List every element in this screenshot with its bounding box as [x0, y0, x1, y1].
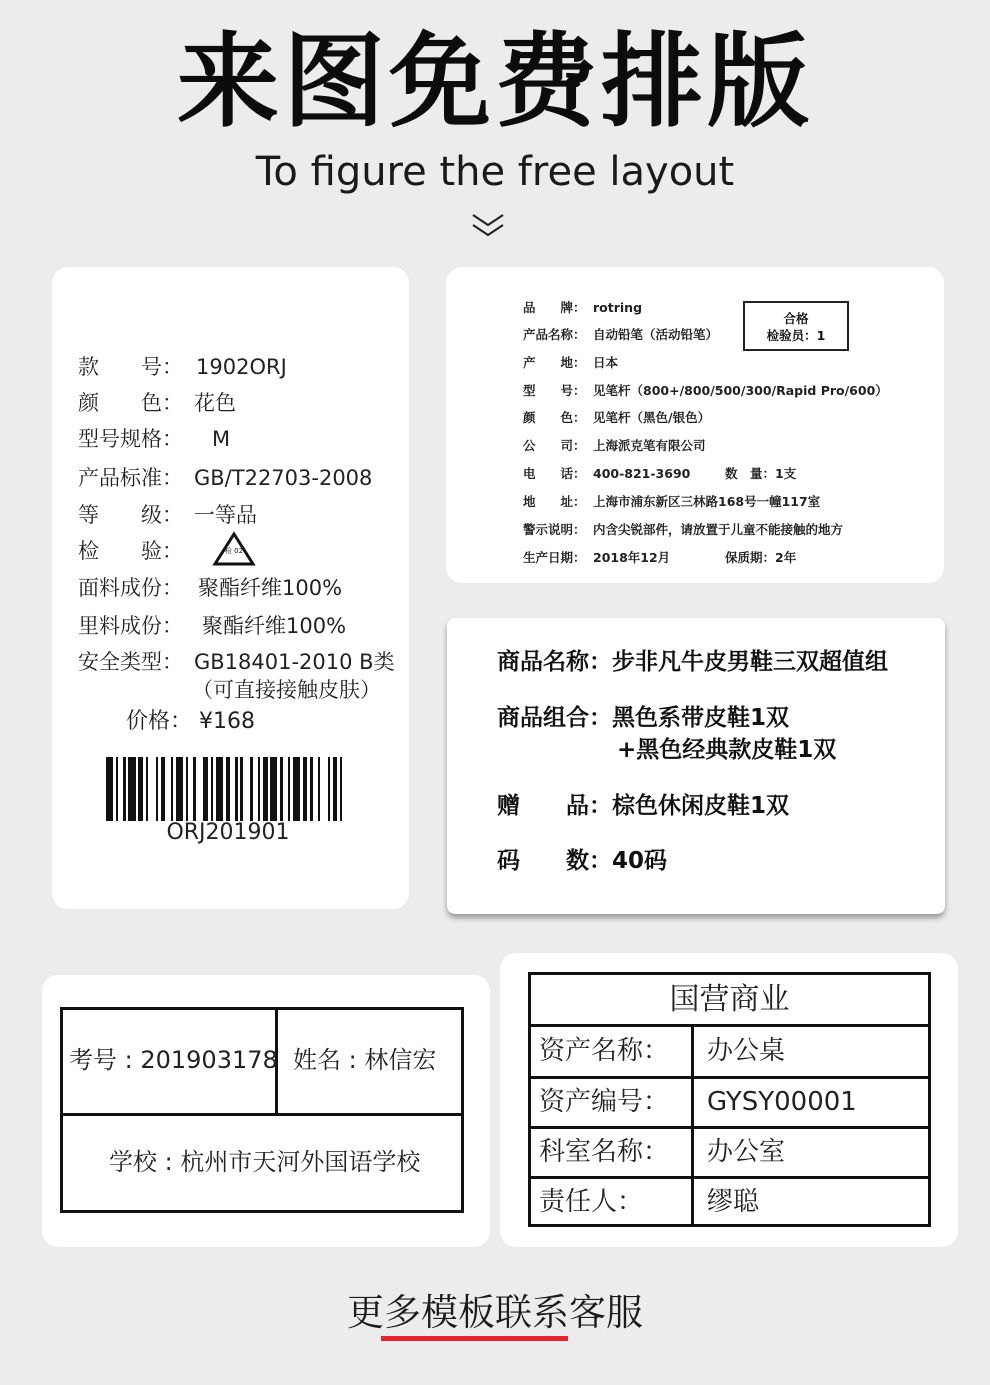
row-key: 里料成份：: [78, 614, 183, 638]
more-templates-link[interactable]: 更多模板联系客服: [347, 1291, 643, 1334]
row-value: 花色: [194, 391, 236, 415]
label-row: [78, 389, 236, 417]
qc-line1: 合格: [783, 311, 809, 326]
label-row: 赠 品：棕色休闲皮鞋1双: [497, 793, 790, 819]
price-row: [126, 708, 255, 736]
price-value: ¥168: [199, 709, 256, 734]
divider: [531, 1126, 928, 1129]
row-key: 等 级：: [78, 503, 183, 527]
asset-value: 办公室: [707, 1137, 786, 1167]
divider: [531, 1176, 928, 1179]
svg-text:检 02: 检 02: [224, 547, 244, 555]
label-row: 警示说明： 内含尖锐部件，请放置于儿童不能接触的地方: [523, 522, 844, 537]
exam-label-card: [42, 975, 490, 1247]
qc-box: [743, 301, 849, 351]
student-name: 姓名 : 林信宏: [293, 1046, 437, 1074]
asset-key: 科室名称：: [539, 1137, 670, 1167]
qc-line2: 检验员：1: [766, 328, 826, 343]
label-row: 品 牌： rotring: [523, 300, 643, 315]
row-key: 安全类型：: [78, 650, 183, 674]
asset-header: 国营商业: [669, 982, 790, 1017]
safety-note: （可直接接触皮肤）: [192, 678, 381, 702]
label-row: [78, 648, 395, 676]
label-row: [78, 425, 230, 453]
label-row: [78, 537, 194, 565]
page-subtitle: To figure the free layout: [255, 149, 735, 195]
label-row: [78, 574, 342, 602]
label-row: 生产日期： 2018年12月: [523, 550, 671, 565]
row-value: GB18401-2010 B类: [194, 650, 395, 674]
label-row: [78, 353, 287, 381]
asset-value: 办公桌: [707, 1036, 786, 1066]
footer-underline: [381, 1336, 568, 1341]
label-row: 地 址： 上海市浦东新区三林路168号一幢117室: [523, 494, 821, 509]
label-row: 电 话： 400-821-3690: [523, 466, 691, 481]
garment-label-card: [52, 267, 409, 909]
page-title: 来图免费排版: [177, 23, 813, 142]
label-row: [78, 612, 346, 640]
label-row: 产 地： 日本: [523, 355, 619, 370]
asset-key: 资产名称：: [539, 1036, 670, 1066]
asset-value: 缪聪: [707, 1187, 760, 1217]
row-key: 面料成份：: [78, 576, 183, 600]
row-value: 聚酯纤维100%: [198, 576, 343, 600]
pencil-label-card: [446, 267, 944, 583]
label-row: 颜 色： 见笔杆（黑色/银色）: [523, 410, 711, 425]
label-row: 产品名称： 自动铅笔（活动铅笔）: [523, 327, 719, 342]
asset-value: GYSY00001: [707, 1087, 857, 1117]
shoes-label-card: [447, 618, 945, 914]
row-value: 一等品: [194, 503, 257, 527]
qty-row: 数 量：1支: [725, 466, 797, 481]
label-row: 型 号： 见笔杆（800+/800/500/300/Rapid Pro/600）: [523, 383, 888, 398]
divider: [691, 1024, 694, 1227]
label-row: [78, 501, 257, 529]
double-chevron-down-icon[interactable]: [471, 212, 505, 240]
asset-table: [528, 972, 931, 1227]
asset-label-card: [500, 953, 958, 1247]
label-row: 公 司： 上海派克笔有限公司: [523, 438, 706, 453]
asset-key: 资产编号：: [539, 1087, 670, 1117]
barcode: [106, 757, 350, 821]
row-value: GB/T22703-2008: [194, 466, 373, 490]
divider: [531, 1024, 928, 1027]
exam-table: [60, 1007, 464, 1213]
label-row: [78, 464, 372, 492]
row-key: 型号规格：: [78, 427, 183, 451]
shelf-life-row: 保质期：2年: [725, 550, 797, 565]
price-label: 价格：: [126, 709, 193, 734]
inspection-mark-icon: [212, 531, 256, 567]
row-key: 颜 色：: [78, 391, 183, 415]
row-value: M: [212, 427, 231, 451]
combo-line2: +黑色经典款皮鞋1双: [617, 737, 837, 763]
row-key: 产品标准：: [78, 466, 183, 490]
exam-number: 考号 : 201903178: [69, 1046, 278, 1074]
label-row: 码 数：40码: [497, 848, 668, 874]
row-value: 聚酯纤维100%: [202, 614, 347, 638]
label-row: 商品名称：步非凡牛皮男鞋三双超值组: [497, 649, 888, 675]
asset-key: 责任人：: [539, 1187, 644, 1217]
row-value: 1902ORJ: [196, 355, 287, 379]
row-key: 款 号：: [78, 355, 183, 379]
divider: [531, 1076, 928, 1079]
school-name: 学校 : 杭州市天河外国语学校: [109, 1148, 421, 1176]
divider: [63, 1113, 461, 1116]
label-row: 商品组合：黑色系带皮鞋1双: [497, 705, 790, 731]
row-key: 检 验：: [78, 539, 183, 563]
barcode-text: ORJ201901: [166, 820, 290, 845]
